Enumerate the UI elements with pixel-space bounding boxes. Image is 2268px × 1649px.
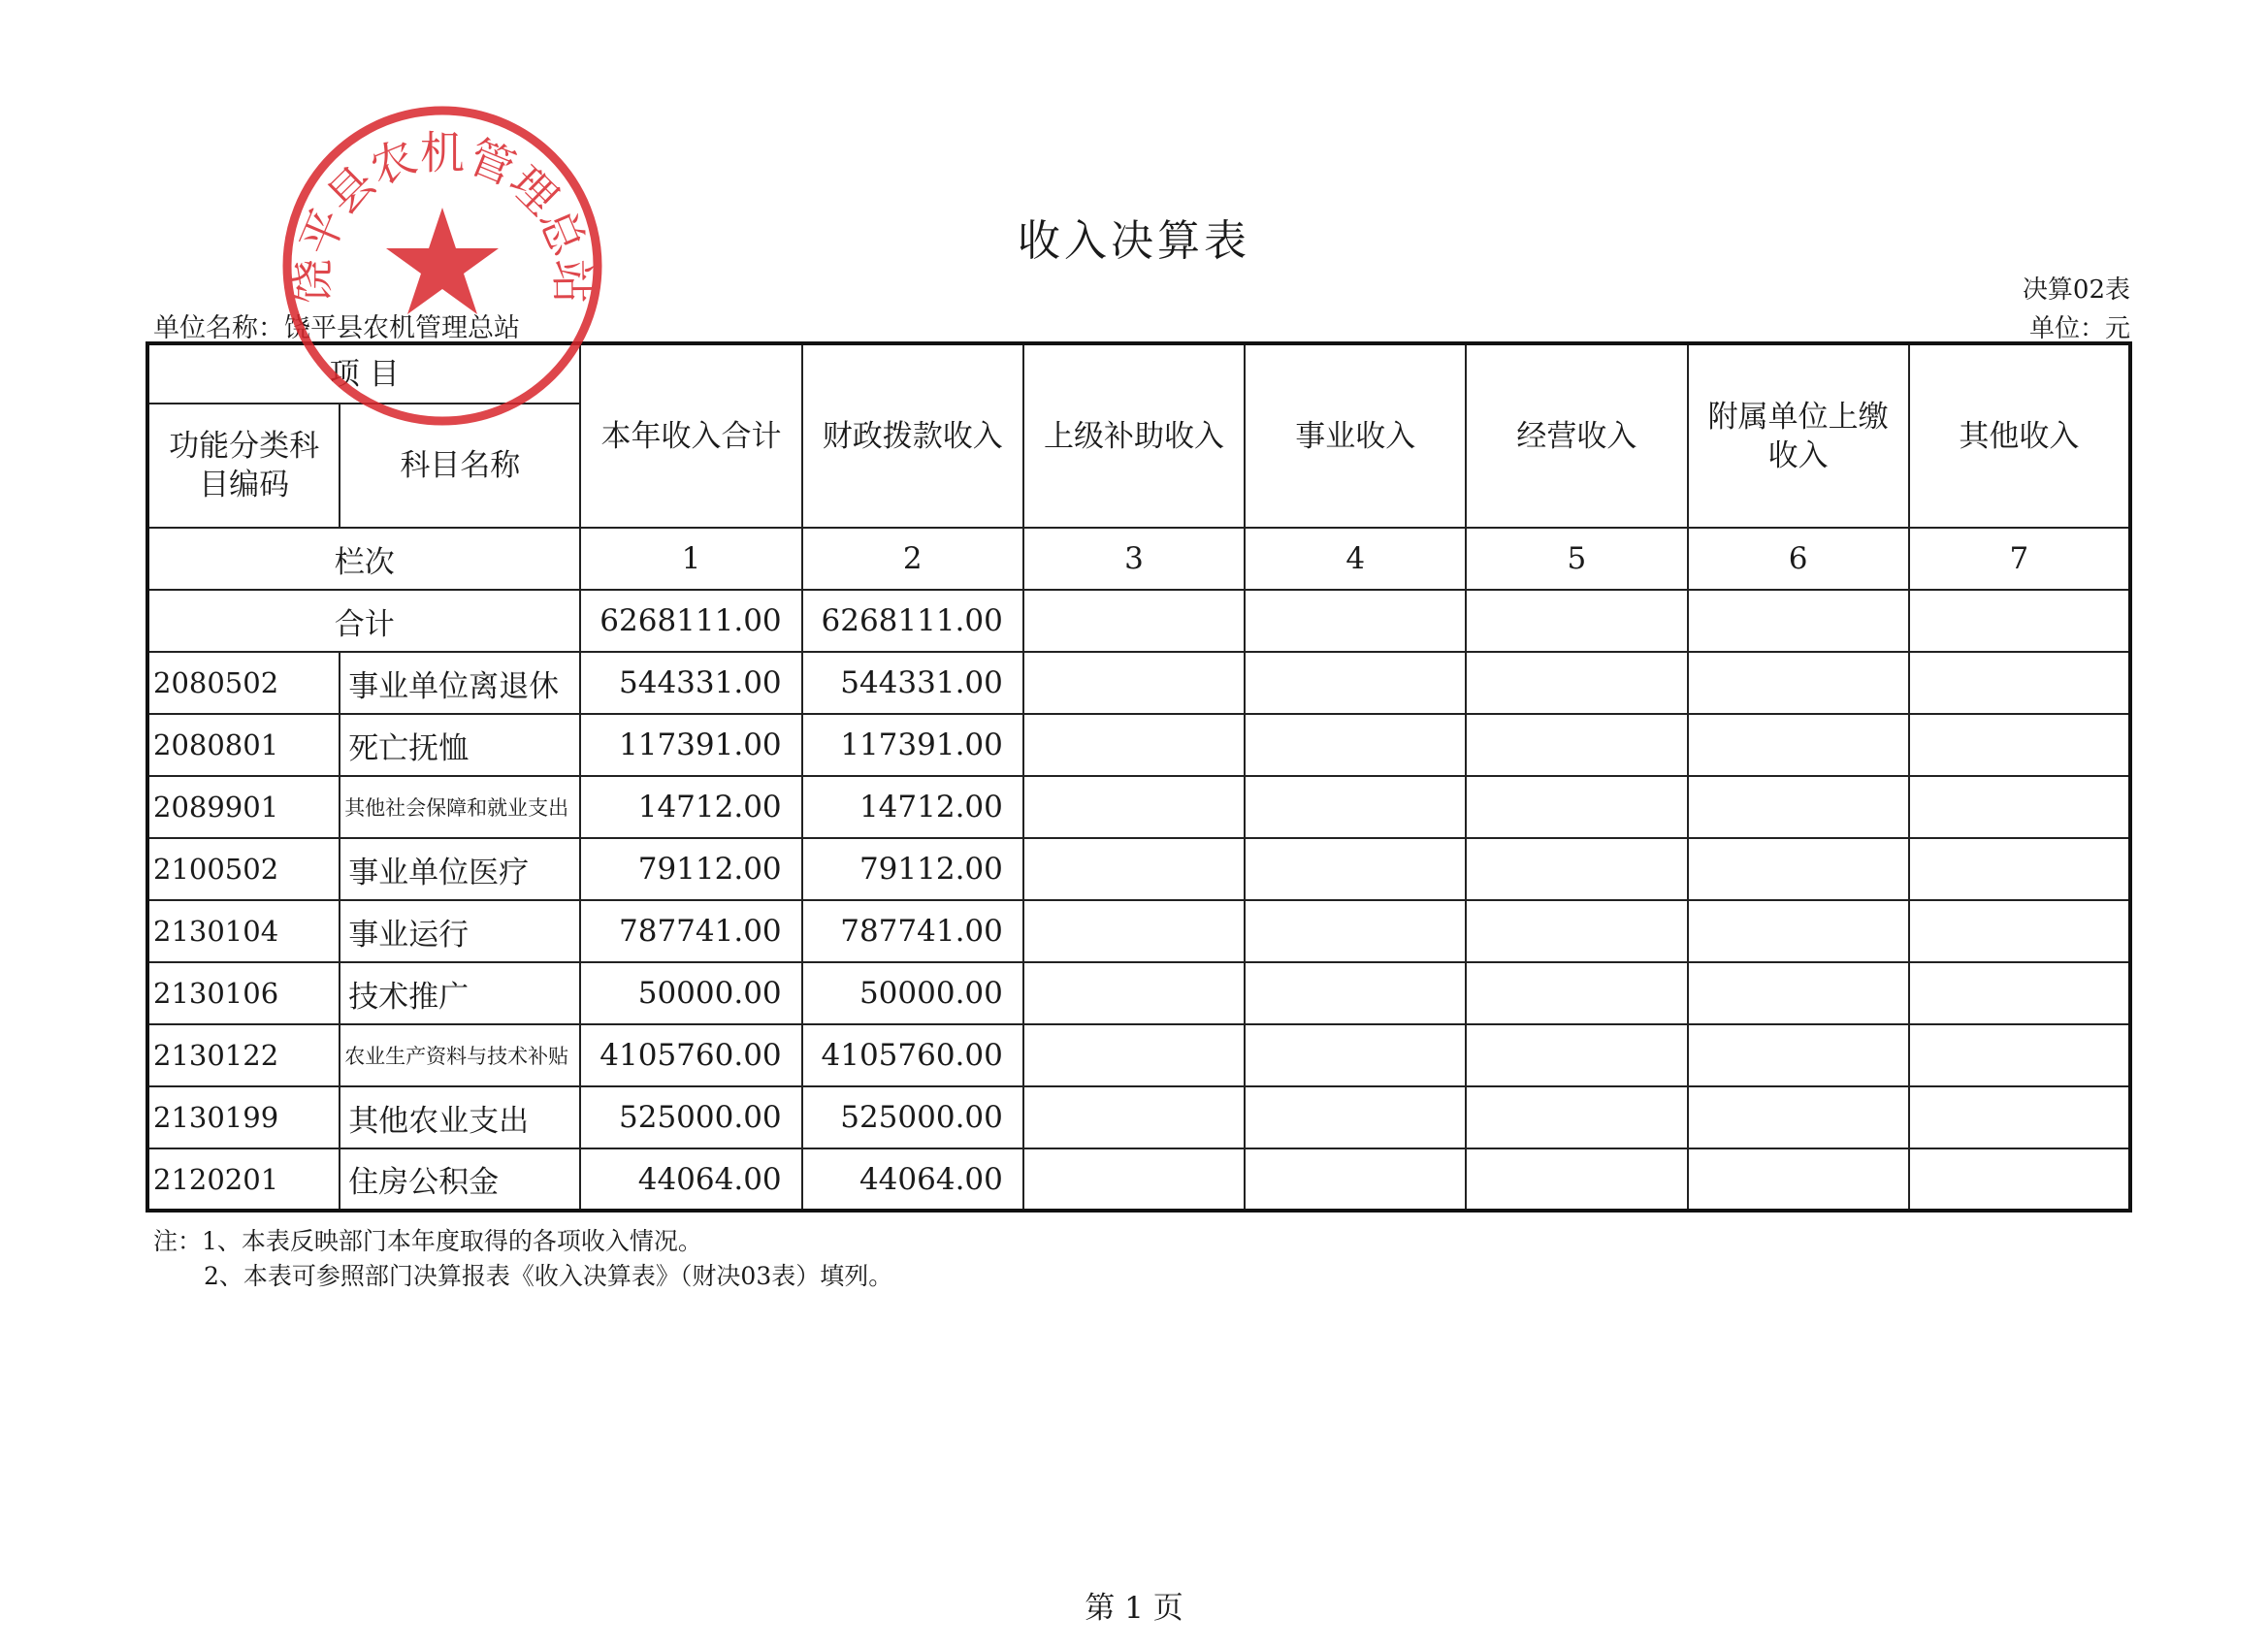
row-value — [1466, 1024, 1687, 1086]
notes — [153, 1224, 892, 1294]
index-cell: 1 — [580, 528, 801, 590]
form-code: 决算02表 — [2022, 275, 2130, 305]
row-value — [1688, 1148, 1909, 1211]
index-cell: 5 — [1466, 528, 1687, 590]
row-name: 事业运行 — [340, 900, 580, 962]
table-row — [147, 776, 2130, 838]
row-value: 14712.00 — [802, 776, 1023, 838]
total-cell — [1688, 590, 1909, 652]
row-value: 44064.00 — [580, 1148, 801, 1211]
row-value: 525000.00 — [580, 1086, 801, 1148]
index-row-label: 栏次 — [147, 528, 580, 590]
row-value — [1909, 1148, 2130, 1211]
row-code: 2089901 — [147, 776, 340, 838]
row-value — [1245, 1086, 1466, 1148]
row-code: 2080801 — [147, 714, 340, 776]
row-name: 其他农业支出 — [340, 1086, 580, 1148]
index-cell: 6 — [1688, 528, 1909, 590]
total-cell — [1245, 590, 1466, 652]
official-seal-icon — [277, 101, 607, 431]
row-value — [1688, 838, 1909, 900]
row-value — [1688, 1024, 1909, 1086]
row-value — [1688, 714, 1909, 776]
row-value — [1909, 1086, 2130, 1148]
row-value — [1688, 962, 1909, 1024]
row-value — [1688, 900, 1909, 962]
page-number: 第 1 页 — [1085, 1591, 1183, 1626]
row-code: 2080502 — [147, 652, 340, 714]
header-col-2: 财政拨款收入 — [802, 343, 1023, 528]
row-name: 其他社会保障和就业支出 — [340, 776, 580, 838]
row-value: 544331.00 — [580, 652, 801, 714]
row-value: 79112.00 — [580, 838, 801, 900]
row-value — [1023, 714, 1245, 776]
header-col-7: 其他收入 — [1909, 343, 2130, 528]
row-value: 117391.00 — [802, 714, 1023, 776]
total-cell — [1466, 590, 1687, 652]
row-value — [1909, 652, 2130, 714]
row-name: 住房公积金 — [340, 1148, 580, 1211]
row-value — [1466, 714, 1687, 776]
row-value: 79112.00 — [802, 838, 1023, 900]
row-name: 技术推广 — [340, 962, 580, 1024]
row-value — [1023, 838, 1245, 900]
row-name: 事业单位医疗 — [340, 838, 580, 900]
income-table — [146, 341, 2132, 1212]
row-value — [1909, 838, 2130, 900]
total-cell — [1023, 590, 1245, 652]
row-value — [1909, 900, 2130, 962]
row-name: 死亡抚恤 — [340, 714, 580, 776]
row-value: 50000.00 — [580, 962, 801, 1024]
row-value — [1023, 962, 1245, 1024]
header-col-6: 附属单位上缴收入 — [1688, 343, 1909, 528]
row-value — [1023, 776, 1245, 838]
row-code: 2130122 — [147, 1024, 340, 1086]
row-value — [1909, 962, 2130, 1024]
row-name: 事业单位离退休 — [340, 652, 580, 714]
total-cell: 6268111.00 — [580, 590, 801, 652]
header-col-4: 事业收入 — [1245, 343, 1466, 528]
row-value — [1245, 714, 1466, 776]
header-code: 功能分类科目编码 — [147, 404, 340, 528]
row-name: 农业生产资料与技术补贴 — [340, 1024, 580, 1086]
row-value — [1466, 900, 1687, 962]
row-value: 4105760.00 — [802, 1024, 1023, 1086]
table-row — [147, 1024, 2130, 1086]
row-value — [1245, 962, 1466, 1024]
header-project: 项 目 — [147, 343, 580, 404]
row-value: 50000.00 — [802, 962, 1023, 1024]
seal-star — [386, 208, 499, 314]
row-value — [1909, 1024, 2130, 1086]
row-value — [1466, 1086, 1687, 1148]
row-value — [1023, 1086, 1245, 1148]
row-code: 2100502 — [147, 838, 340, 900]
row-value — [1688, 776, 1909, 838]
row-value — [1245, 776, 1466, 838]
row-code: 2130104 — [147, 900, 340, 962]
page-title: 收入决算表 — [1018, 216, 1250, 266]
org-name: 单位名称：饶平县农机管理总站 — [153, 313, 520, 343]
table-row — [147, 1148, 2130, 1211]
row-value: 525000.00 — [802, 1086, 1023, 1148]
total-cell: 6268111.00 — [802, 590, 1023, 652]
row-value — [1466, 652, 1687, 714]
row-value — [1466, 1148, 1687, 1211]
row-value — [1245, 838, 1466, 900]
unit-label: 单位：元 — [2028, 314, 2130, 343]
table-row — [147, 714, 2130, 776]
row-value — [1245, 1148, 1466, 1211]
row-value: 787741.00 — [580, 900, 801, 962]
header-col-1: 本年收入合计 — [580, 343, 801, 528]
row-value — [1466, 838, 1687, 900]
table-row — [147, 962, 2130, 1024]
row-value — [1023, 1148, 1245, 1211]
row-value — [1023, 1024, 1245, 1086]
total-cell — [1909, 590, 2130, 652]
row-value — [1245, 900, 1466, 962]
table-row — [147, 1086, 2130, 1148]
row-value — [1245, 1024, 1466, 1086]
row-value — [1466, 962, 1687, 1024]
header-name: 科目名称 — [340, 404, 580, 528]
row-value: 787741.00 — [802, 900, 1023, 962]
row-value — [1466, 776, 1687, 838]
row-value: 44064.00 — [802, 1148, 1023, 1211]
row-value — [1688, 652, 1909, 714]
table-row — [147, 838, 2130, 900]
row-value — [1023, 652, 1245, 714]
row-value — [1909, 714, 2130, 776]
row-code: 2120201 — [147, 1148, 340, 1211]
row-code: 2130106 — [147, 962, 340, 1024]
index-cell: 2 — [802, 528, 1023, 590]
index-cell: 3 — [1023, 528, 1245, 590]
row-value: 4105760.00 — [580, 1024, 801, 1086]
row-value: 544331.00 — [802, 652, 1023, 714]
note-line-1: 注：1、本表反映部门本年度取得的各项收入情况。 — [153, 1227, 702, 1255]
index-cell: 7 — [1909, 528, 2130, 590]
index-cell: 4 — [1245, 528, 1466, 590]
row-value — [1688, 1086, 1909, 1148]
row-value: 117391.00 — [580, 714, 801, 776]
table-row — [147, 652, 2130, 714]
row-value: 14712.00 — [580, 776, 801, 838]
header-col-5: 经营收入 — [1466, 343, 1687, 528]
row-value — [1245, 652, 1466, 714]
note-line-2: 2、本表可参照部门决算报表《收入决算表》（财决03表）填列。 — [204, 1262, 893, 1290]
seal-text-path: 饶平县农机管理总站 — [285, 126, 599, 305]
row-code: 2130199 — [147, 1086, 340, 1148]
row-value — [1023, 900, 1245, 962]
row-value — [1909, 776, 2130, 838]
total-row-label: 合计 — [147, 590, 580, 652]
header-col-3: 上级补助收入 — [1023, 343, 1245, 528]
table-row — [147, 900, 2130, 962]
